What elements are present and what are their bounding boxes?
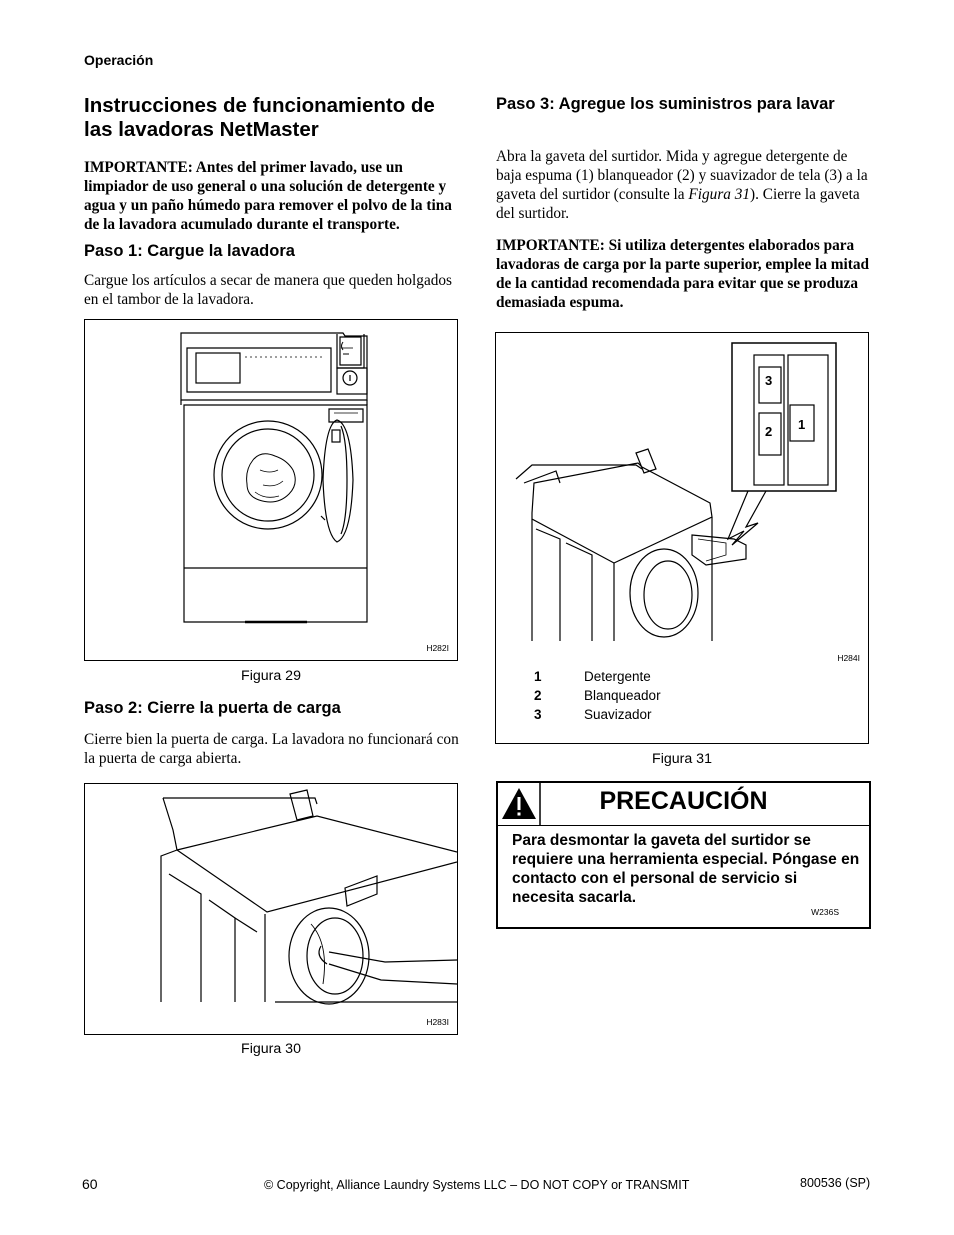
caution-box: [496, 781, 871, 929]
legend-item: 1 Detergente: [534, 669, 651, 684]
figure-code: H283I: [426, 1017, 449, 1027]
figure-31-caption: Figura 31: [652, 751, 712, 767]
caution-title: PRECAUCIÓN: [599, 787, 768, 815]
step3-text: Abra la gaveta del surtidor. Mida y agregue detergente de baja espuma (1) blanqueador (2) y suavizador de tela (3) a la gaveta del surtidor (consulte la Figura 31). Cierre la gaveta del surtidor.: [496, 148, 868, 222]
step1-heading: Paso 1: Cargue la lavadora: [84, 242, 295, 260]
caution-code: W236S: [811, 907, 839, 917]
step3-heading: Paso 3: Agregue los suministros para lavar: [496, 95, 835, 113]
callout-label-2: 2: [765, 424, 773, 439]
document-number: 800536 (SP): [800, 1176, 871, 1190]
page-number: 60: [82, 1176, 98, 1192]
step2-heading: Paso 2: Cierre la puerta de carga: [84, 699, 341, 717]
legend-item: 2 Blanqueador: [534, 688, 661, 703]
legend-item: 3 Suavizador: [534, 707, 652, 722]
figure-31: [495, 332, 869, 744]
step2-text: Cierre bien la puerta de carga. La lavadora no funcionará con la puerta de carga abierta.: [84, 731, 459, 767]
caution-text: Para desmontar la gaveta del surtidor se requiere una herramienta especial. Póngase en contacto con el personal de servicio si necesita sacarla.: [512, 832, 860, 906]
step1-text: Cargue los artículos a secar de manera que queden holgados en el tambor de la lavadora.: [84, 272, 452, 308]
step3-important: IMPORTANTE: Si utiliza detergentes elaborados para lavadoras de carga por la parte superior, emplee la mitad de la cantidad recomendada para evitar que se produza demasiada espuma.: [496, 237, 870, 311]
caution-header: [498, 783, 869, 826]
closing-door-illustration: [85, 784, 457, 1034]
front-load-washer-open-door-illustration: [85, 320, 457, 660]
figure-30: [84, 783, 458, 1035]
section-label: Operación: [84, 52, 154, 68]
callout-label-3: 3: [765, 373, 773, 388]
dispenser-drawer-illustration: [496, 333, 868, 643]
figure-code: H282I: [426, 643, 449, 653]
callout-label-1: 1: [798, 417, 806, 432]
figure-30-caption: Figura 30: [241, 1041, 301, 1057]
important-notice: IMPORTANTE: Antes del primer lavado, use un limpiador de uso general o una solución de detergente y agua y un paño húmedo para remover el polvo de la tina de la lavadora acumulado durante el transporte.: [84, 159, 452, 233]
page-title: Instrucciones de funcionamiento de las lavadoras NetMaster: [84, 94, 435, 141]
figure-code: H284I: [837, 653, 860, 663]
copyright-notice: © Copyright, Alliance Laundry Systems LLC – DO NOT COPY or TRANSMIT: [264, 1178, 690, 1192]
figure-29: [84, 319, 458, 661]
figure-29-caption: Figura 29: [241, 668, 301, 684]
